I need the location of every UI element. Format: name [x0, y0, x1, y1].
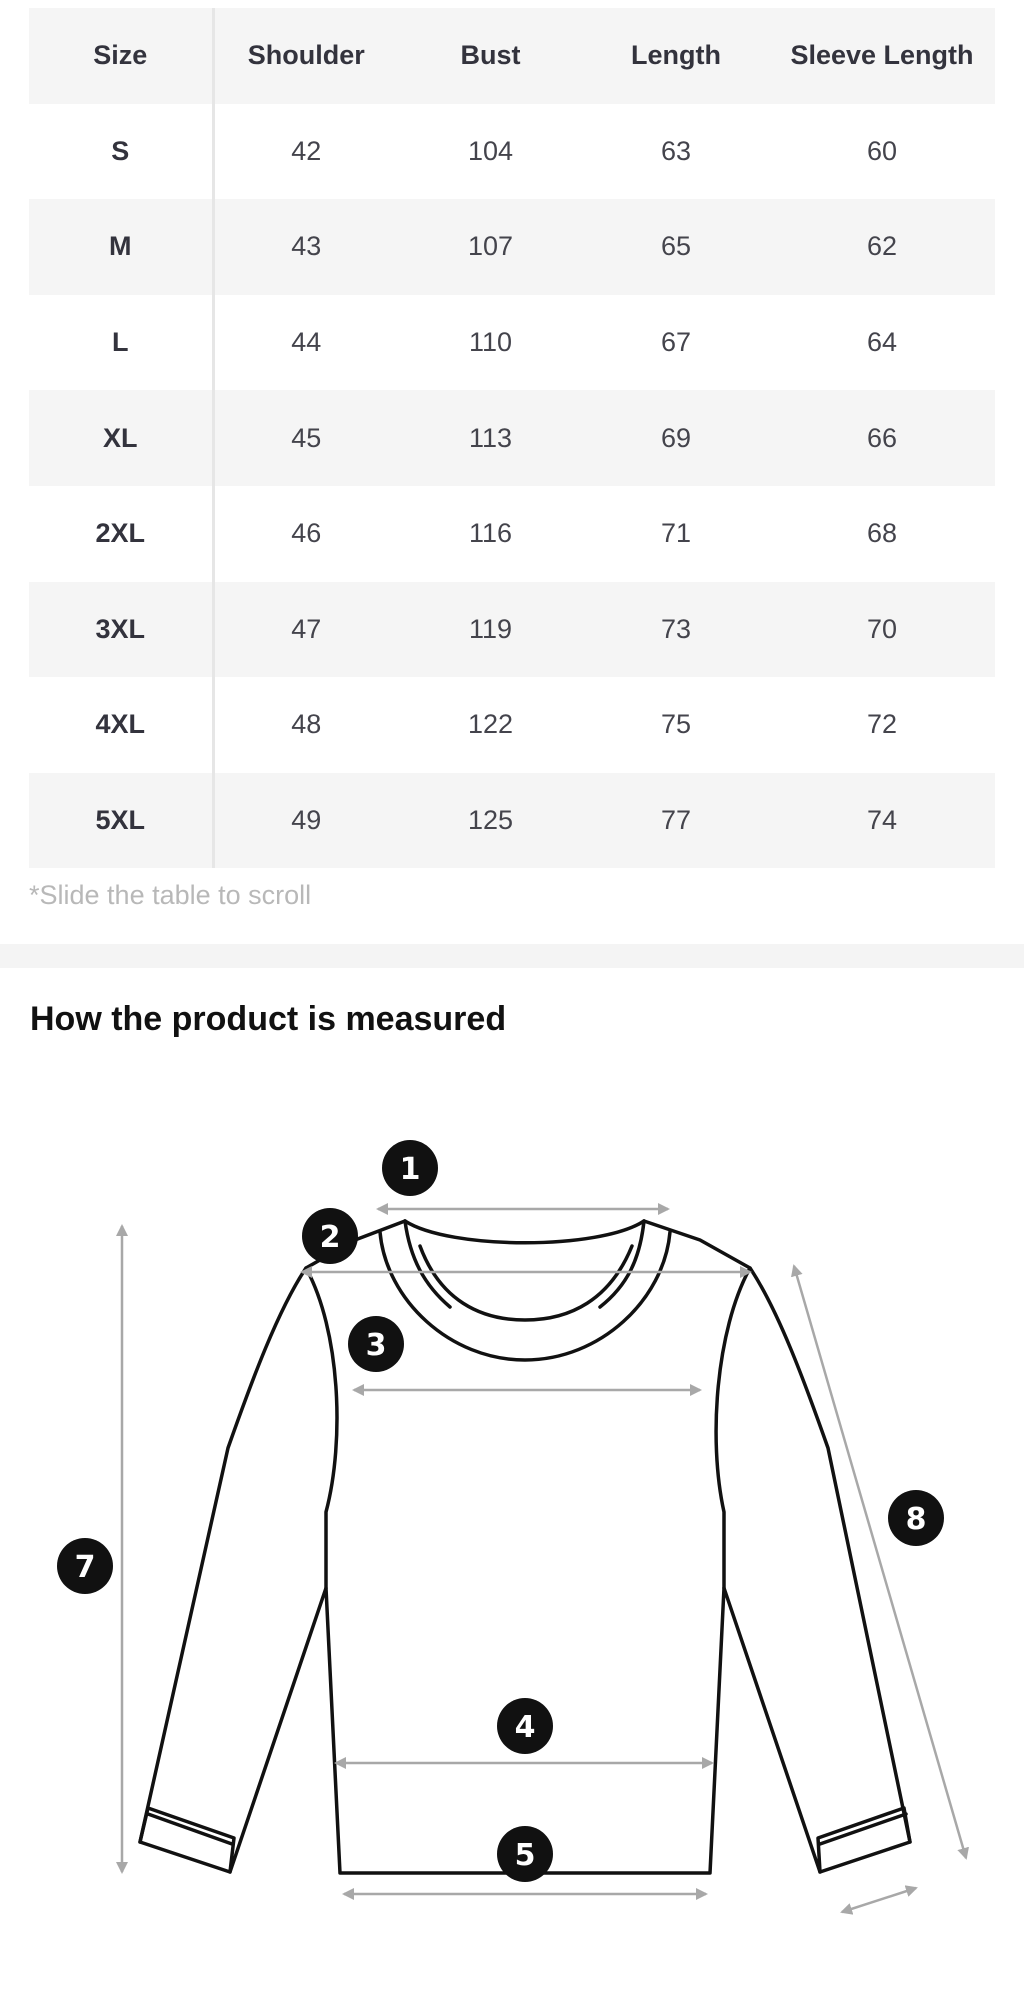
sleeve-length-cell: 70: [769, 582, 995, 678]
bust-cell: 122: [467, 709, 514, 740]
size-chart-table: [29, 8, 997, 868]
svg-text:3: 3: [365, 1328, 387, 1363]
size-cell: 5XL: [29, 773, 213, 869]
arrow-cuff: [842, 1888, 916, 1912]
table-row: [29, 582, 995, 678]
sleeve-length-cell: 68: [866, 518, 898, 549]
bust-cell: 110: [468, 327, 513, 358]
table-row: [29, 104, 995, 200]
marker-2: [302, 1208, 358, 1264]
sleeve-length-cell: 64: [866, 327, 898, 358]
shoulder-cell: 49: [213, 773, 398, 869]
shoulder-cell: 47: [213, 582, 398, 678]
length-cell: 67: [660, 327, 692, 358]
length-cell: 65: [583, 199, 769, 295]
size-cell: L: [29, 295, 213, 391]
table-row: [29, 199, 995, 295]
marker-5: [497, 1826, 553, 1882]
svg-text:7: 7: [74, 1550, 96, 1585]
marker-7: [57, 1538, 113, 1594]
shoulder-cell: 43: [213, 199, 398, 295]
sleeve-length-cell: 74: [769, 773, 995, 869]
size-cell: 2XL: [29, 486, 213, 582]
marker-1: [382, 1140, 438, 1196]
size-table-container[interactable]: [29, 8, 995, 868]
length-cell: 69: [583, 390, 769, 486]
svg-text:2: 2: [319, 1220, 341, 1255]
bust-cell: 104: [467, 135, 514, 166]
length-cell: 75: [660, 709, 692, 740]
section-divider: [0, 944, 1024, 968]
size-cell: 3XL: [29, 582, 213, 678]
marker-8: [888, 1490, 944, 1546]
header-bust: Bust: [398, 8, 583, 104]
bust-cell: 116: [468, 518, 513, 549]
size-cell: M: [29, 199, 213, 295]
table-row: [29, 773, 995, 869]
sleeve-length-cell: 66: [769, 390, 995, 486]
svg-text:8: 8: [905, 1502, 927, 1537]
marker-4: [497, 1698, 553, 1754]
sweater-outline: [140, 1221, 910, 1873]
size-cell: S: [29, 104, 213, 200]
sleeve-length-cell: 72: [866, 709, 898, 740]
shoulder-cell: 45: [213, 390, 398, 486]
measurement-diagram: [0, 1100, 1024, 1980]
measurement-arrows: [122, 1209, 966, 1912]
length-cell: 63: [660, 135, 692, 166]
bust-cell: 125: [398, 773, 583, 869]
table-row: [29, 677, 995, 773]
bust-cell: 113: [398, 390, 583, 486]
bust-cell: 107: [398, 199, 583, 295]
section-title: How the product is measured: [30, 1000, 507, 1038]
size-cell: 4XL: [29, 677, 213, 773]
bust-cell: 119: [398, 582, 583, 678]
shoulder-cell: 46: [291, 518, 322, 549]
shoulder-cell: 48: [291, 709, 322, 740]
table-row: [29, 486, 995, 582]
header-shoulder: Shoulder: [213, 8, 398, 104]
length-cell: 77: [583, 773, 769, 869]
sleeve-length-cell: 60: [866, 135, 898, 166]
arrow-sleeve-length: [794, 1266, 966, 1858]
table-row: [29, 295, 995, 391]
header-sleeve-length: Sleeve Length: [769, 8, 995, 104]
marker-3: [348, 1316, 404, 1372]
svg-text:1: 1: [399, 1152, 421, 1187]
table-header-row: [29, 8, 995, 104]
svg-text:5: 5: [514, 1838, 536, 1873]
svg-text:4: 4: [514, 1710, 536, 1745]
size-cell: XL: [29, 390, 213, 486]
length-cell: 71: [660, 518, 692, 549]
header-size: Size: [29, 8, 213, 104]
sweater-diagram-svg: [0, 1100, 1024, 1980]
table-row: [29, 390, 995, 486]
scroll-hint: *Slide the table to scroll: [29, 880, 312, 910]
length-cell: 73: [583, 582, 769, 678]
header-length: Length: [583, 8, 769, 104]
shoulder-cell: 44: [291, 327, 322, 358]
sleeve-length-cell: 62: [769, 199, 995, 295]
shoulder-cell: 42: [291, 135, 322, 166]
